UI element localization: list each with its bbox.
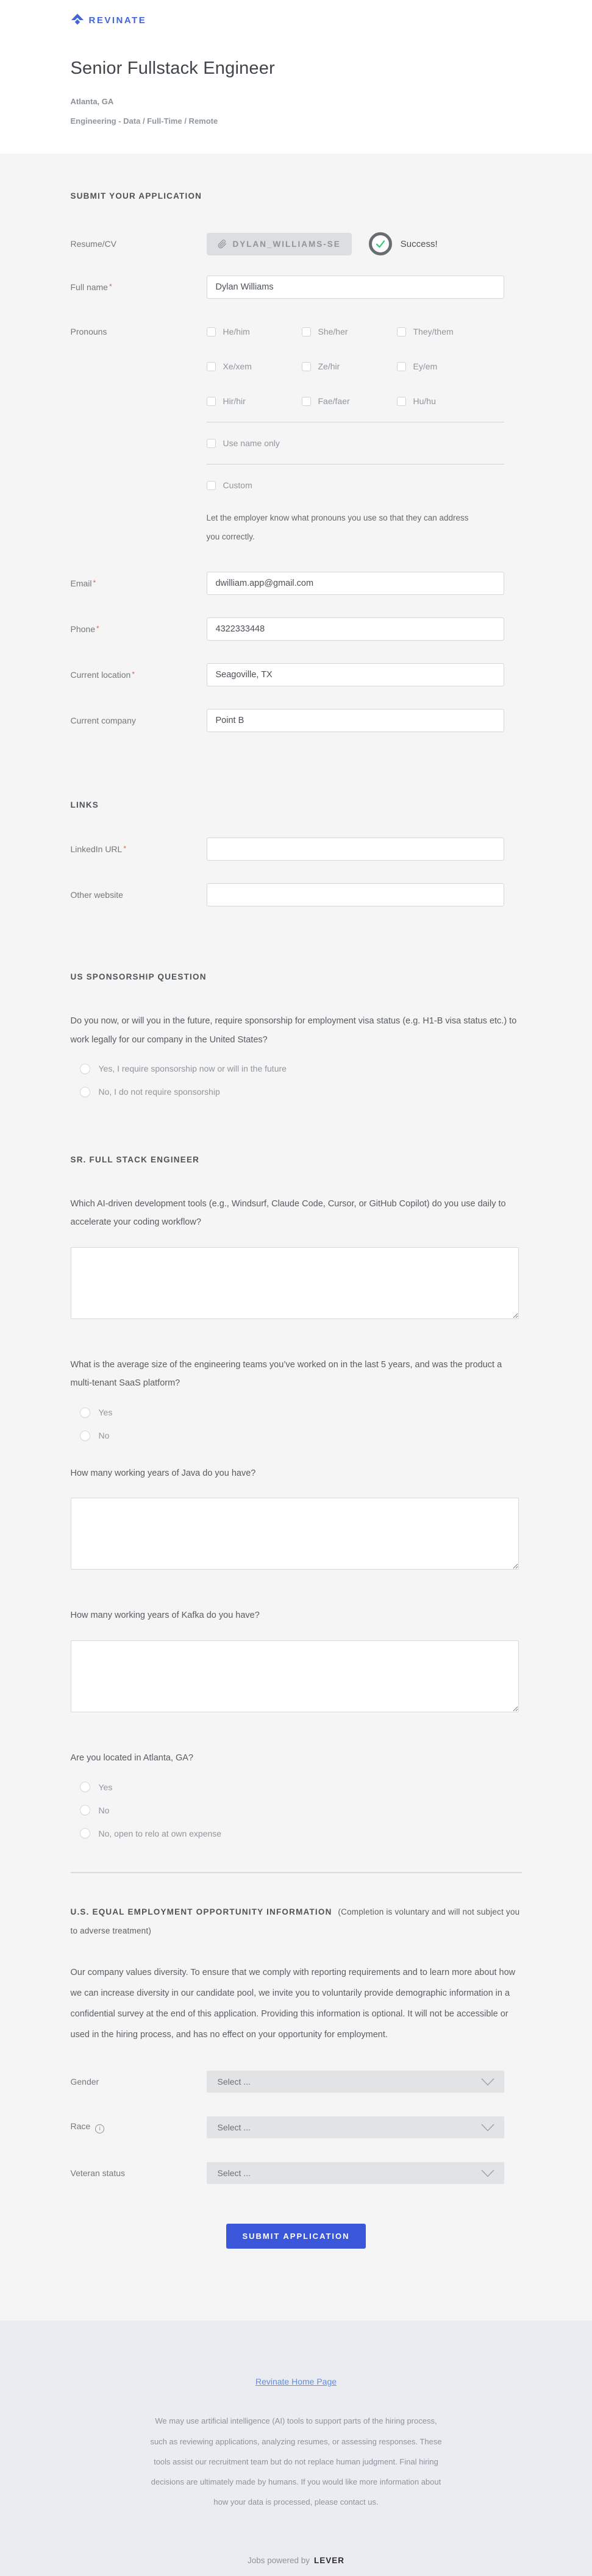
eeo-note: (Completion is voluntary and will not subject you to adverse treatment) (70, 1907, 520, 1936)
section-title-links: LINKS (70, 800, 99, 810)
checkbox-xe-xem[interactable]: Xe/xem (207, 361, 302, 371)
checkbox-fae-faer[interactable]: Fae/faer (302, 396, 397, 406)
paperclip-icon (218, 240, 227, 249)
section-title-eeo: U.S. EQUAL EMPLOYMENT OPPORTUNITY INFORMATION (Completion is voluntary and will not subject you to adverse treatment) (70, 1907, 520, 1936)
linkedin-row (71, 838, 522, 861)
radio-dot[interactable] (80, 1805, 90, 1815)
chevron-down-icon (481, 2078, 494, 2086)
radio-dot[interactable] (80, 1828, 90, 1838)
checkbox-hu-hu[interactable]: Hu/hu (397, 396, 492, 406)
radio-atlanta-no[interactable]: No (80, 1805, 522, 1815)
radio-team-size-no[interactable]: No (80, 1431, 522, 1441)
gender-select[interactable]: Select ... (207, 2071, 504, 2093)
lever-logo[interactable]: LEVER (314, 2556, 345, 2566)
current-company-label: Current company (70, 716, 136, 726)
ai-notice-text: We may use artificial intelligence (AI) tools to support parts of the hiring process, such as reviewing applications, analyzing resumes, or assessing responses. These tools assist our recruitment team but do not replace human judgment. Final hiring decisions are ultimately made by humans. If you would like more information about how your data is processed, please contact us. (150, 2416, 442, 2507)
checkbox-custom[interactable]: Custom (207, 480, 504, 490)
email-label: Email * (70, 578, 96, 589)
required-marker: * (123, 844, 126, 853)
radio-atlanta-yes[interactable]: Yes (80, 1782, 522, 1792)
current-location-input[interactable] (207, 663, 504, 686)
veteran-status-label: Veteran status (70, 2168, 126, 2179)
upload-status-text: Success! (400, 238, 438, 249)
checkbox-they-them[interactable]: They/them (397, 327, 492, 336)
required-marker: * (132, 670, 135, 679)
team-size-options (71, 1407, 522, 1441)
revinate-home-page-link[interactable]: Revinate Home Page (255, 2377, 337, 2387)
checkbox-box[interactable] (397, 362, 406, 371)
gender-label: Gender (70, 2077, 99, 2087)
other-website-row (71, 883, 522, 906)
race-label: Race i (71, 2121, 207, 2133)
other-website-input[interactable] (207, 883, 504, 906)
radio-dot[interactable] (80, 1064, 90, 1074)
radio-dot[interactable] (80, 1407, 90, 1418)
sponsorship-options (71, 1064, 522, 1097)
submit-application-button[interactable]: SUBMIT APPLICATION (226, 2224, 365, 2249)
required-marker: * (96, 624, 99, 633)
page-footer (0, 2321, 592, 2576)
revinate-logo-icon (71, 13, 84, 27)
checkbox-he-him[interactable]: He/him (207, 327, 302, 336)
current-location-row (71, 663, 522, 686)
success-check-icon (369, 232, 392, 255)
checkbox-use-name-only[interactable]: Use name only (207, 438, 504, 448)
checkbox-ze-hir[interactable]: Ze/hir (302, 361, 397, 371)
phone-row (71, 617, 522, 641)
race-select[interactable]: Select ... (207, 2116, 504, 2138)
atlanta-options (71, 1782, 522, 1838)
question-kafka-years: How many working years of Kafka do you have? (70, 1610, 260, 1621)
checkbox-box[interactable] (302, 327, 311, 336)
checkbox-box[interactable] (397, 397, 406, 406)
radio-atlanta-relo[interactable]: No, open to relo at own expense (80, 1828, 522, 1838)
current-company-input[interactable] (207, 709, 504, 732)
pronoun-group-row (207, 327, 504, 336)
pronouns-helper-text: Let the employer know what pronouns you use so that they can address you correctly. (206, 513, 469, 542)
required-marker: * (93, 578, 96, 588)
checkbox-box[interactable] (207, 327, 216, 336)
section-divider (71, 1872, 522, 1873)
checkbox-ey-em[interactable]: Ey/em (397, 361, 492, 371)
pronouns-row (71, 327, 522, 546)
radio-sponsorship-no[interactable]: No, I do not require sponsorship (80, 1087, 522, 1097)
question-team-size: What is the average size of the engineering teams you’ve worked on in the last 5 years, and was the product a multi-tenant SaaS platform? (70, 1359, 502, 1389)
section-title-sponsorship: US SPONSORSHIP QUESTION (70, 972, 207, 982)
eeo-description: Our company values diversity. To ensure that we comply with reporting requirements and to learn more about how we can increase diversity in our candidate pool, we invite you to voluntarily provide demographic information in a confidential survey at the end of this application. Providing this information is optional. It will not be accessible or used in the hiring process, and has no effect on your opportunity for employment. (70, 1968, 516, 2040)
question-java-years: How many working years of Java do you have? (70, 1468, 256, 1478)
checkbox-box[interactable] (397, 327, 406, 336)
brand-name: REVINATE (88, 15, 147, 26)
application-form (0, 154, 592, 2321)
upload-status (369, 232, 438, 255)
linkedin-input[interactable] (207, 838, 504, 861)
checkbox-box[interactable] (302, 397, 311, 406)
checkbox-box[interactable] (302, 362, 311, 371)
job-meta: Engineering - Data / Full-Time / Remote (70, 116, 218, 126)
powered-by (0, 2556, 592, 2565)
email-row (71, 572, 522, 595)
pronoun-group-row (207, 361, 504, 371)
radio-dot[interactable] (80, 1431, 90, 1441)
veteran-status-row (71, 2162, 522, 2184)
required-marker: * (109, 282, 112, 291)
section-title-role: SR. FULL STACK ENGINEER (70, 1155, 200, 1164)
gender-row (71, 2071, 522, 2093)
brand[interactable] (71, 13, 522, 27)
veteran-status-select[interactable]: Select ... (207, 2162, 504, 2184)
current-company-row (71, 709, 522, 732)
full-name-row (71, 276, 522, 299)
full-name-label: Full name * (70, 282, 112, 292)
page-title: Senior Fullstack Engineer (70, 59, 275, 78)
kafka-years-textarea[interactable] (71, 1640, 519, 1712)
pronouns-label: Pronouns (70, 327, 107, 336)
ai-tools-textarea[interactable] (71, 1247, 519, 1319)
current-location-label: Current location * (70, 670, 135, 680)
resume-file-name: DYLAN_WILLIAMS-SE (232, 239, 341, 249)
resume-row (71, 232, 522, 255)
resume-label: Resume/CV (70, 239, 116, 249)
job-location: Atlanta, GA (70, 97, 114, 106)
checkbox-hir-hir[interactable]: Hir/hir (207, 396, 302, 406)
radio-team-size-yes[interactable]: Yes (80, 1407, 522, 1418)
checkbox-box[interactable] (207, 481, 216, 490)
page-header (0, 0, 592, 154)
full-name-input[interactable] (207, 276, 504, 299)
phone-input[interactable] (207, 617, 504, 641)
pronoun-group-row (207, 396, 504, 406)
checkbox-box[interactable] (207, 362, 216, 371)
java-years-textarea[interactable] (71, 1498, 519, 1570)
phone-label: Phone * (70, 624, 99, 635)
race-row (71, 2116, 522, 2138)
checkbox-box[interactable] (207, 397, 216, 406)
powered-by-text: Jobs powered by (247, 2556, 310, 2566)
sponsorship-question: Do you now, or will you in the future, require sponsorship for employment visa status (e.g. H1-B visa status etc.) to work legally for our company in the United States? (70, 1016, 517, 1045)
radio-sponsorship-yes[interactable]: Yes, I require sponsorship now or will in the future (80, 1064, 522, 1074)
linkedin-label: LinkedIn URL * (70, 844, 126, 855)
checkbox-box[interactable] (207, 439, 216, 448)
question-ai-tools: Which AI-driven development tools (e.g., Windsurf, Claude Code, Cursor, or GitHub Copilot) do you use daily to accelerate your coding workflow? (70, 1198, 506, 1228)
resume-file-chip[interactable] (207, 233, 352, 255)
radio-dot[interactable] (80, 1087, 90, 1097)
section-title-application: SUBMIT YOUR APPLICATION (70, 191, 202, 201)
info-icon[interactable]: i (95, 2124, 104, 2133)
email-input[interactable] (207, 572, 504, 595)
question-atlanta: Are you located in Atlanta, GA? (70, 1752, 194, 1763)
radio-dot[interactable] (80, 1782, 90, 1792)
other-website-label: Other website (70, 890, 123, 900)
chevron-down-icon (481, 2169, 494, 2177)
checkbox-she-her[interactable]: She/her (302, 327, 397, 336)
chevron-down-icon (481, 2124, 494, 2132)
